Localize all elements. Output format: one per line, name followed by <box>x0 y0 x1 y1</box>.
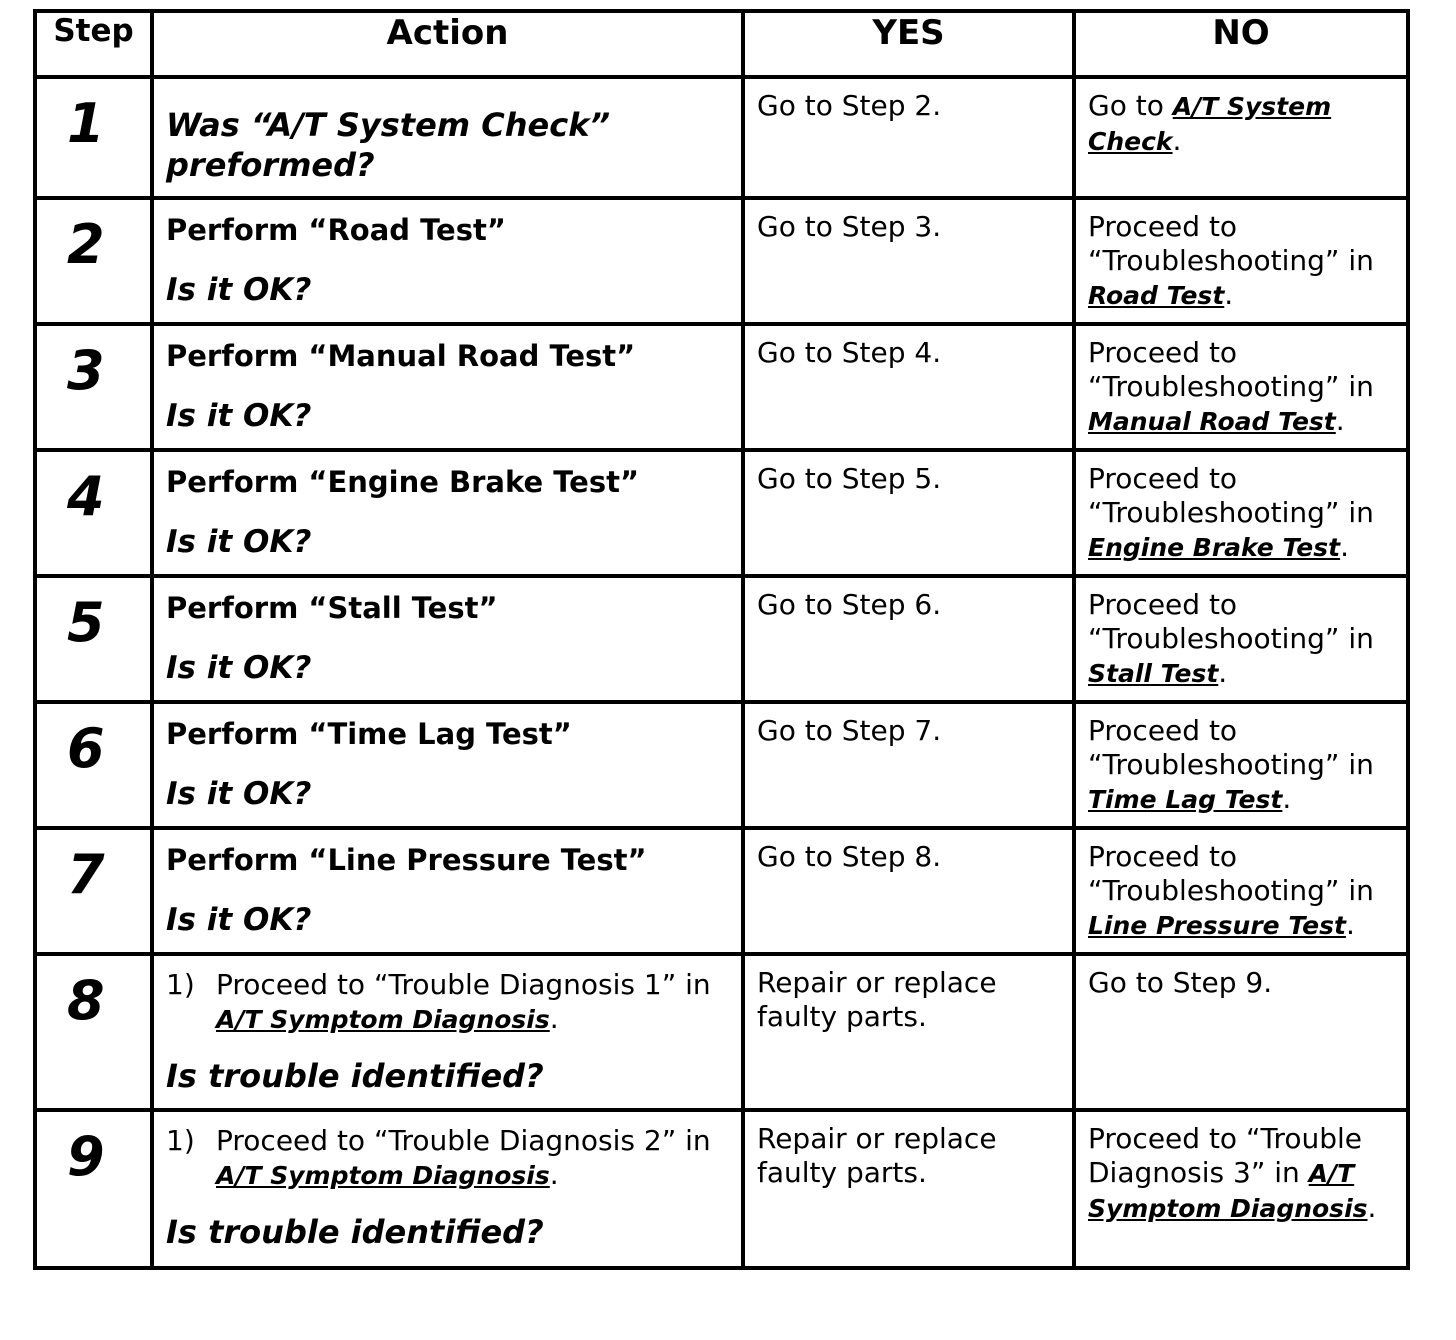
no-link[interactable]: Time Lag Test <box>1088 785 1283 814</box>
no-cell <box>1074 450 1408 576</box>
no-cell <box>1074 324 1408 450</box>
no-text: Proceed to “Troubleshooting” in <box>1088 588 1374 655</box>
yes-text: Go to Step 8. <box>757 840 942 873</box>
no-suffix: . <box>1367 1191 1377 1224</box>
no-suffix: . <box>1340 530 1349 563</box>
step-number: 5 <box>67 591 105 654</box>
sub-step-suffix: . <box>549 1158 559 1191</box>
yes-cell <box>743 702 1074 828</box>
action-text: Perform “Time Lag Test” <box>166 717 572 751</box>
action-cell <box>152 450 743 576</box>
no-link[interactable]: Road Test <box>1088 281 1225 310</box>
step-cell <box>35 954 152 1110</box>
action-cell <box>152 828 743 954</box>
diagnosis-table <box>33 9 1410 1270</box>
action-question: Is it OK? <box>166 776 312 812</box>
yes-cell <box>743 576 1074 702</box>
step-cell <box>35 828 152 954</box>
yes-text: Go to Step 2. <box>757 89 942 122</box>
no-cell <box>1074 828 1408 954</box>
table-row <box>35 702 1408 828</box>
table-row <box>35 1110 1408 1268</box>
step-number: 3 <box>67 339 105 402</box>
step-number: 6 <box>67 717 105 780</box>
table-row <box>35 77 1408 198</box>
action-cell <box>152 1110 743 1268</box>
action-text: Perform “Road Test” <box>166 213 506 247</box>
action-text: Perform “Manual Road Test” <box>166 339 636 373</box>
yes-cell <box>743 450 1074 576</box>
table-row <box>35 324 1408 450</box>
no-suffix: . <box>1172 124 1182 157</box>
yes-text: Go to Step 5. <box>757 462 942 495</box>
table-row <box>35 450 1408 576</box>
action-question: Is it OK? <box>166 524 312 560</box>
no-link[interactable]: Line Pressure Test <box>1088 911 1346 940</box>
table-row <box>35 576 1408 702</box>
action-cell <box>152 324 743 450</box>
yes-text: Go to Step 4. <box>757 336 942 369</box>
no-cell <box>1074 702 1408 828</box>
action-text: Perform “Stall Test” <box>166 591 498 625</box>
no-link[interactable]: Engine Brake Test <box>1088 533 1341 562</box>
no-cell <box>1074 77 1408 198</box>
header-yes: YES <box>743 11 1074 77</box>
step-number: 7 <box>67 843 105 906</box>
sub-step-number: 1) <box>166 968 195 1001</box>
step-cell <box>35 198 152 324</box>
no-cell <box>1074 1110 1408 1268</box>
no-suffix: . <box>1224 278 1234 311</box>
step-number: 2 <box>67 213 105 276</box>
step-number: 1 <box>67 92 105 155</box>
sub-step <box>154 956 741 1037</box>
step-number: 4 <box>67 465 105 528</box>
yes-text: Repair or replace faulty parts. <box>757 1122 997 1189</box>
action-question: Is it OK? <box>166 650 312 686</box>
action-cell <box>152 77 743 198</box>
no-cell <box>1074 198 1408 324</box>
no-link[interactable]: Stall Test <box>1088 659 1219 688</box>
action-question: Is trouble identified? <box>166 1213 544 1251</box>
yes-cell <box>743 954 1074 1110</box>
sub-step-suffix: . <box>549 1002 559 1035</box>
table-row <box>35 198 1408 324</box>
no-link[interactable]: A/T System Check <box>1088 92 1332 156</box>
step-cell <box>35 450 152 576</box>
action-cell <box>152 954 743 1110</box>
table-row <box>35 828 1408 954</box>
action-question: Is trouble identified? <box>166 1057 544 1095</box>
yes-cell <box>743 198 1074 324</box>
no-suffix: . <box>1345 908 1355 941</box>
sub-step-number: 1) <box>166 1124 195 1157</box>
no-text: Proceed to “Trouble Diagnosis 3” in <box>1088 1122 1362 1189</box>
action-cell <box>152 198 743 324</box>
yes-text: Go to Step 3. <box>757 210 942 243</box>
no-text: Proceed to “Troubleshooting” in <box>1088 462 1374 529</box>
action-text: Perform “Line Pressure Test” <box>166 843 647 877</box>
step-number: 9 <box>67 1125 105 1188</box>
sub-step-text: Proceed to “Trouble Diagnosis 2” in <box>216 1124 711 1157</box>
yes-text: Repair or replace faulty parts. <box>757 966 997 1033</box>
yes-cell <box>743 828 1074 954</box>
no-cell <box>1074 576 1408 702</box>
no-text: Go to <box>1088 89 1173 122</box>
sub-step-link[interactable]: A/T Symptom Diagnosis <box>216 1005 550 1034</box>
no-link[interactable]: Manual Road Test <box>1088 407 1336 436</box>
yes-cell <box>743 324 1074 450</box>
no-link[interactable]: A/T Symptom Diagnosis <box>1088 1159 1368 1223</box>
action-question: Is it OK? <box>166 398 312 434</box>
step-cell <box>35 77 152 198</box>
header-step: Step <box>35 11 152 77</box>
action-cell <box>152 576 743 702</box>
step-cell <box>35 324 152 450</box>
action-cell <box>152 702 743 828</box>
no-suffix: . <box>1282 782 1292 815</box>
no-text: Proceed to “Troubleshooting” in <box>1088 210 1374 277</box>
yes-cell <box>743 1110 1074 1268</box>
action-question: Is it OK? <box>166 272 312 308</box>
sub-step <box>154 1112 741 1193</box>
step-cell <box>35 1110 152 1268</box>
no-suffix: . <box>1335 404 1345 437</box>
yes-text: Go to Step 6. <box>757 588 942 621</box>
no-text: Go to Step 9. <box>1088 966 1273 999</box>
header-row <box>35 11 1408 77</box>
sub-step-link[interactable]: A/T Symptom Diagnosis <box>216 1161 550 1190</box>
header-no: NO <box>1074 11 1408 77</box>
no-suffix: . <box>1218 656 1228 689</box>
step-number: 8 <box>67 969 105 1032</box>
table-row <box>35 954 1408 1110</box>
no-text: Proceed to “Troubleshooting” in <box>1088 336 1374 403</box>
no-cell <box>1074 954 1408 1110</box>
action-question: Is it OK? <box>166 902 312 938</box>
step-cell <box>35 702 152 828</box>
header-action: Action <box>152 11 743 77</box>
action-text: Perform “Engine Brake Test” <box>166 465 640 499</box>
action-question: Was “A/T System Check” preformed? <box>166 106 611 184</box>
no-text: Proceed to “Troubleshooting” in <box>1088 714 1374 781</box>
sub-step-text: Proceed to “Trouble Diagnosis 1” in <box>216 968 711 1001</box>
yes-cell <box>743 77 1074 198</box>
step-cell <box>35 576 152 702</box>
no-text: Proceed to “Troubleshooting” in <box>1088 840 1374 907</box>
yes-text: Go to Step 7. <box>757 714 942 747</box>
